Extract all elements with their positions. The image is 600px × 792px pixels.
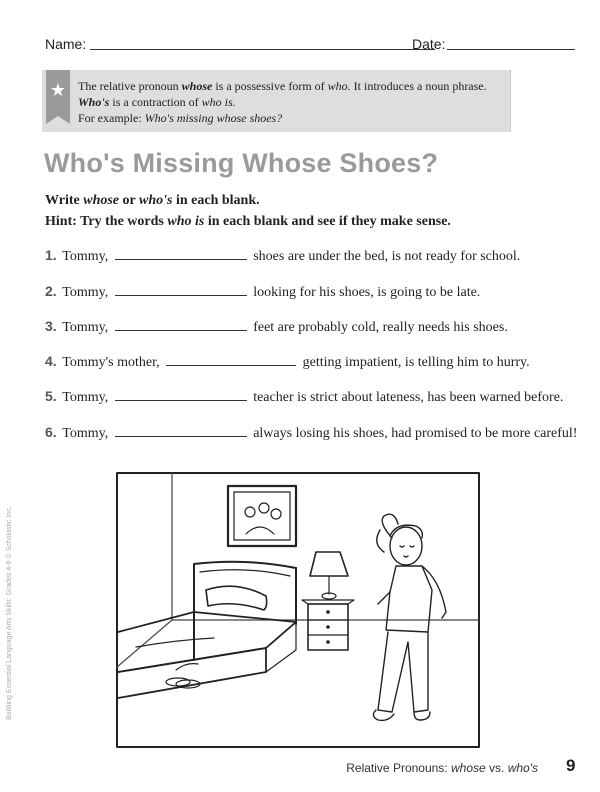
- item-text-after: getting impatient, is telling him to hurry.: [302, 355, 530, 370]
- answer-blank-5[interactable]: [115, 388, 247, 401]
- name-line[interactable]: [90, 49, 435, 50]
- instructions: [45, 190, 451, 232]
- item-text-after: always losing his shoes, had promised to be more careful!: [253, 426, 578, 441]
- info-line-2: Who's is a contraction of who is.: [78, 95, 236, 109]
- instructions-line-1: Write whose or who's in each blank.: [45, 193, 260, 208]
- item-text-before: Tommy,: [62, 285, 109, 300]
- item-text-before: Tommy,: [62, 320, 109, 335]
- info-line-1: The relative pronoun whose is a possessive form of who. It introduces a noun phrase.: [78, 79, 487, 93]
- lamp: [310, 552, 348, 599]
- bed: [118, 562, 296, 698]
- item-number: 6.: [45, 424, 57, 440]
- item-number: 5.: [45, 388, 57, 404]
- exercise-item-6: [45, 424, 577, 444]
- answer-blank-4[interactable]: [166, 353, 296, 366]
- page-title: Who's Missing Whose Shoes?: [44, 148, 439, 178]
- exercise-item-1: [45, 247, 520, 267]
- info-text: [78, 78, 487, 126]
- page-number: 9: [566, 756, 576, 775]
- exercise-item-4: [45, 353, 530, 373]
- item-text-after: shoes are under the bed, is not ready for school.: [253, 249, 521, 264]
- item-text-after: looking for his shoes, is going to be late.: [253, 285, 481, 300]
- exercise-item-2: [45, 283, 480, 303]
- item-number: 1.: [45, 247, 57, 263]
- name-label: Name:: [45, 36, 87, 52]
- nightstand: [302, 600, 354, 650]
- item-text-before: Tommy,: [62, 426, 109, 441]
- answer-blank-2[interactable]: [115, 283, 247, 296]
- exercise-item-5: [45, 388, 563, 408]
- answer-blank-3[interactable]: [115, 318, 247, 331]
- item-text-before: Tommy's mother,: [62, 355, 160, 370]
- item-text-after: feet are probably cold, really needs his shoes.: [253, 320, 508, 335]
- exercise-item-3: [45, 318, 508, 338]
- name-date-row: [45, 36, 575, 52]
- item-text-after: teacher is strict about lateness, has been warned before.: [253, 390, 564, 405]
- answer-blank-1[interactable]: [115, 247, 247, 260]
- item-number: 4.: [45, 353, 57, 369]
- star-icon: ★: [49, 80, 67, 100]
- copyright-credit: Building Essential Language Arts Skills: Grades 4-6 © Scholastic Inc.: [6, 506, 13, 720]
- wall-picture: [228, 486, 296, 546]
- footer-topic: Relative Pronouns: whose vs. who's: [346, 761, 538, 775]
- bedroom-illustration: [116, 472, 480, 748]
- item-number: 3.: [45, 318, 57, 334]
- item-text-before: Tommy,: [62, 249, 109, 264]
- date-line[interactable]: [447, 49, 575, 50]
- info-box: [42, 70, 511, 132]
- boy-scratching-head: [373, 514, 446, 720]
- date-label: Date:: [412, 36, 446, 52]
- instructions-line-2: Hint: Try the words who is in each blank and see if they make sense.: [45, 214, 451, 229]
- answer-blank-6[interactable]: [115, 424, 247, 437]
- info-line-3: For example: Who's missing whose shoes?: [78, 111, 283, 125]
- item-number: 2.: [45, 283, 57, 299]
- item-text-before: Tommy,: [62, 390, 109, 405]
